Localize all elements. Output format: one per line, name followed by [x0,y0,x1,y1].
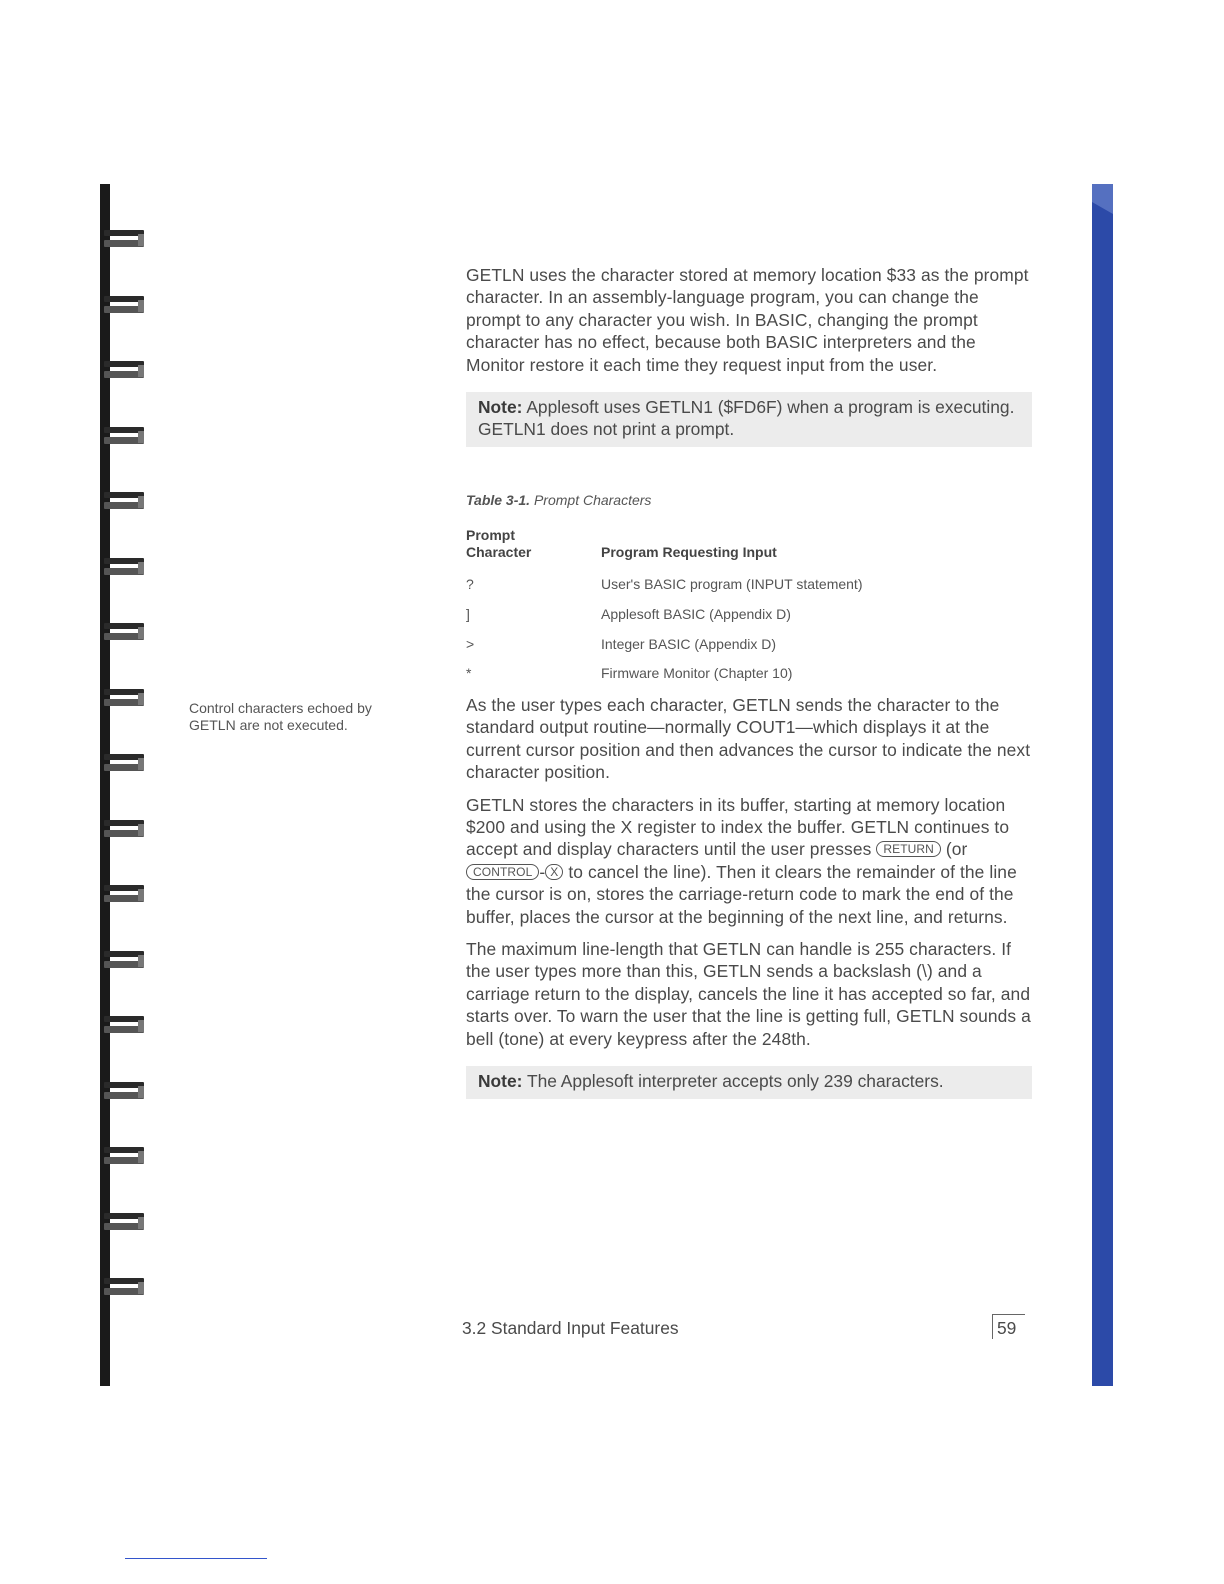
prompt-char: * [466,665,472,681]
x-key-icon: X [545,864,563,880]
note-box-getln1 [466,392,1032,447]
table-row [466,576,1026,594]
binding-ring [104,883,146,907]
note-text: Applesoft uses GETLN1 ($FD6F) when a program is executing. GETLN1 does not print a prompt. [478,397,1015,440]
paragraph-prompt-character: GETLN uses the character stored at memory location $33 as the prompt character. In an assembly-language program, you can change the prompt to any character you wish. In BASIC, changing the prompt character has no effect, because both BASIC interpreters and the Monitor restore it each time they request input from the user. [466,265,1029,375]
binding-ring [104,228,146,252]
buffer-text-start: GETLN stores the characters in its buffer, starting at memory location $200 and using the X register to index the buffer. GETLN continues to accept and display characters until the user presses [466,794,1010,860]
binding-ring [104,1080,146,1104]
binding-ring [104,425,146,449]
table-caption [466,492,651,508]
binding-ring [104,294,146,318]
program-name: User's BASIC program (INPUT statement) [601,576,863,592]
binding-ring [104,1145,146,1169]
buffer-text-or: (or [945,839,968,860]
table-header-prompt-line2: Character [466,544,532,560]
control-key-icon: CONTROL [466,864,539,880]
page-edge-tab [1092,184,1113,1386]
binding-ring [104,752,146,776]
note-label: Note: [478,397,523,418]
margin-note: Control characters echoed by GETLN are not executed. [189,700,372,733]
binding-ring [104,949,146,973]
table-row [466,636,1026,654]
prompt-char: > [466,636,475,652]
table-number: Table 3-1. [466,492,531,508]
main-column-continued [466,694,1032,1099]
key-combo-dash: - [539,861,546,882]
table-header-prompt-line1: Prompt [466,527,515,543]
table-title: Prompt Characters [533,492,652,508]
binding-ring [104,556,146,580]
table-header-program: Program Requesting Input [601,544,777,560]
binding-ring [104,1276,146,1300]
table-row [466,606,1026,624]
prompt-char: ? [466,576,474,592]
note-text: The Applesoft interpreter accepts only 239 characters. [526,1071,944,1092]
return-key-icon: RETURN [876,841,941,857]
binding-ring [104,818,146,842]
paragraph-echo: As the user types each character, GETLN sends the character to the standard output routine—normally COUT1—which displays it at the current cursor position and then advances the cursor to indicate the next character position. [466,695,1031,783]
binding-ring [104,621,146,645]
binding-ring [104,1211,146,1235]
paragraph-buffer [466,794,1032,928]
note-box-applesoft-limit [466,1066,1032,1098]
footer-section-title: 3.2 Standard Input Features [462,1318,679,1338]
note-label: Note: [478,1071,523,1092]
binding-ring [104,490,146,514]
table-header-prompt [466,527,531,561]
paragraph-line-length: The maximum line-length that GETLN can handle is 255 characters. If the user types more than this, GETLN sends a backslash (\) and a carriage return to the display, cancels the line it has accepted so far, and starts over. To warn the user that the line is getting full, GETLN sounds a bell (tone) at every keypress after the 248th. [466,939,1031,1049]
binding-ring [104,1014,146,1038]
binding-ring [104,687,146,711]
prompt-char: ] [466,606,470,622]
binding-ring [104,359,146,383]
buffer-text-end: to cancel the line). Then it clears the remainder of the line the cursor is on, stores the carriage-return code to mark the end of the buffer, places the cursor at the beginning of the next line, and returns. [466,861,1017,927]
page-number: 59 [992,1314,1025,1339]
program-name: Firmware Monitor (Chapter 10) [601,665,793,681]
program-name: Integer BASIC (Appendix D) [601,636,777,652]
program-name: Applesoft BASIC (Appendix D) [601,606,791,622]
main-column [466,264,1032,447]
bottom-rule [125,1558,267,1559]
table-row [466,665,1026,683]
